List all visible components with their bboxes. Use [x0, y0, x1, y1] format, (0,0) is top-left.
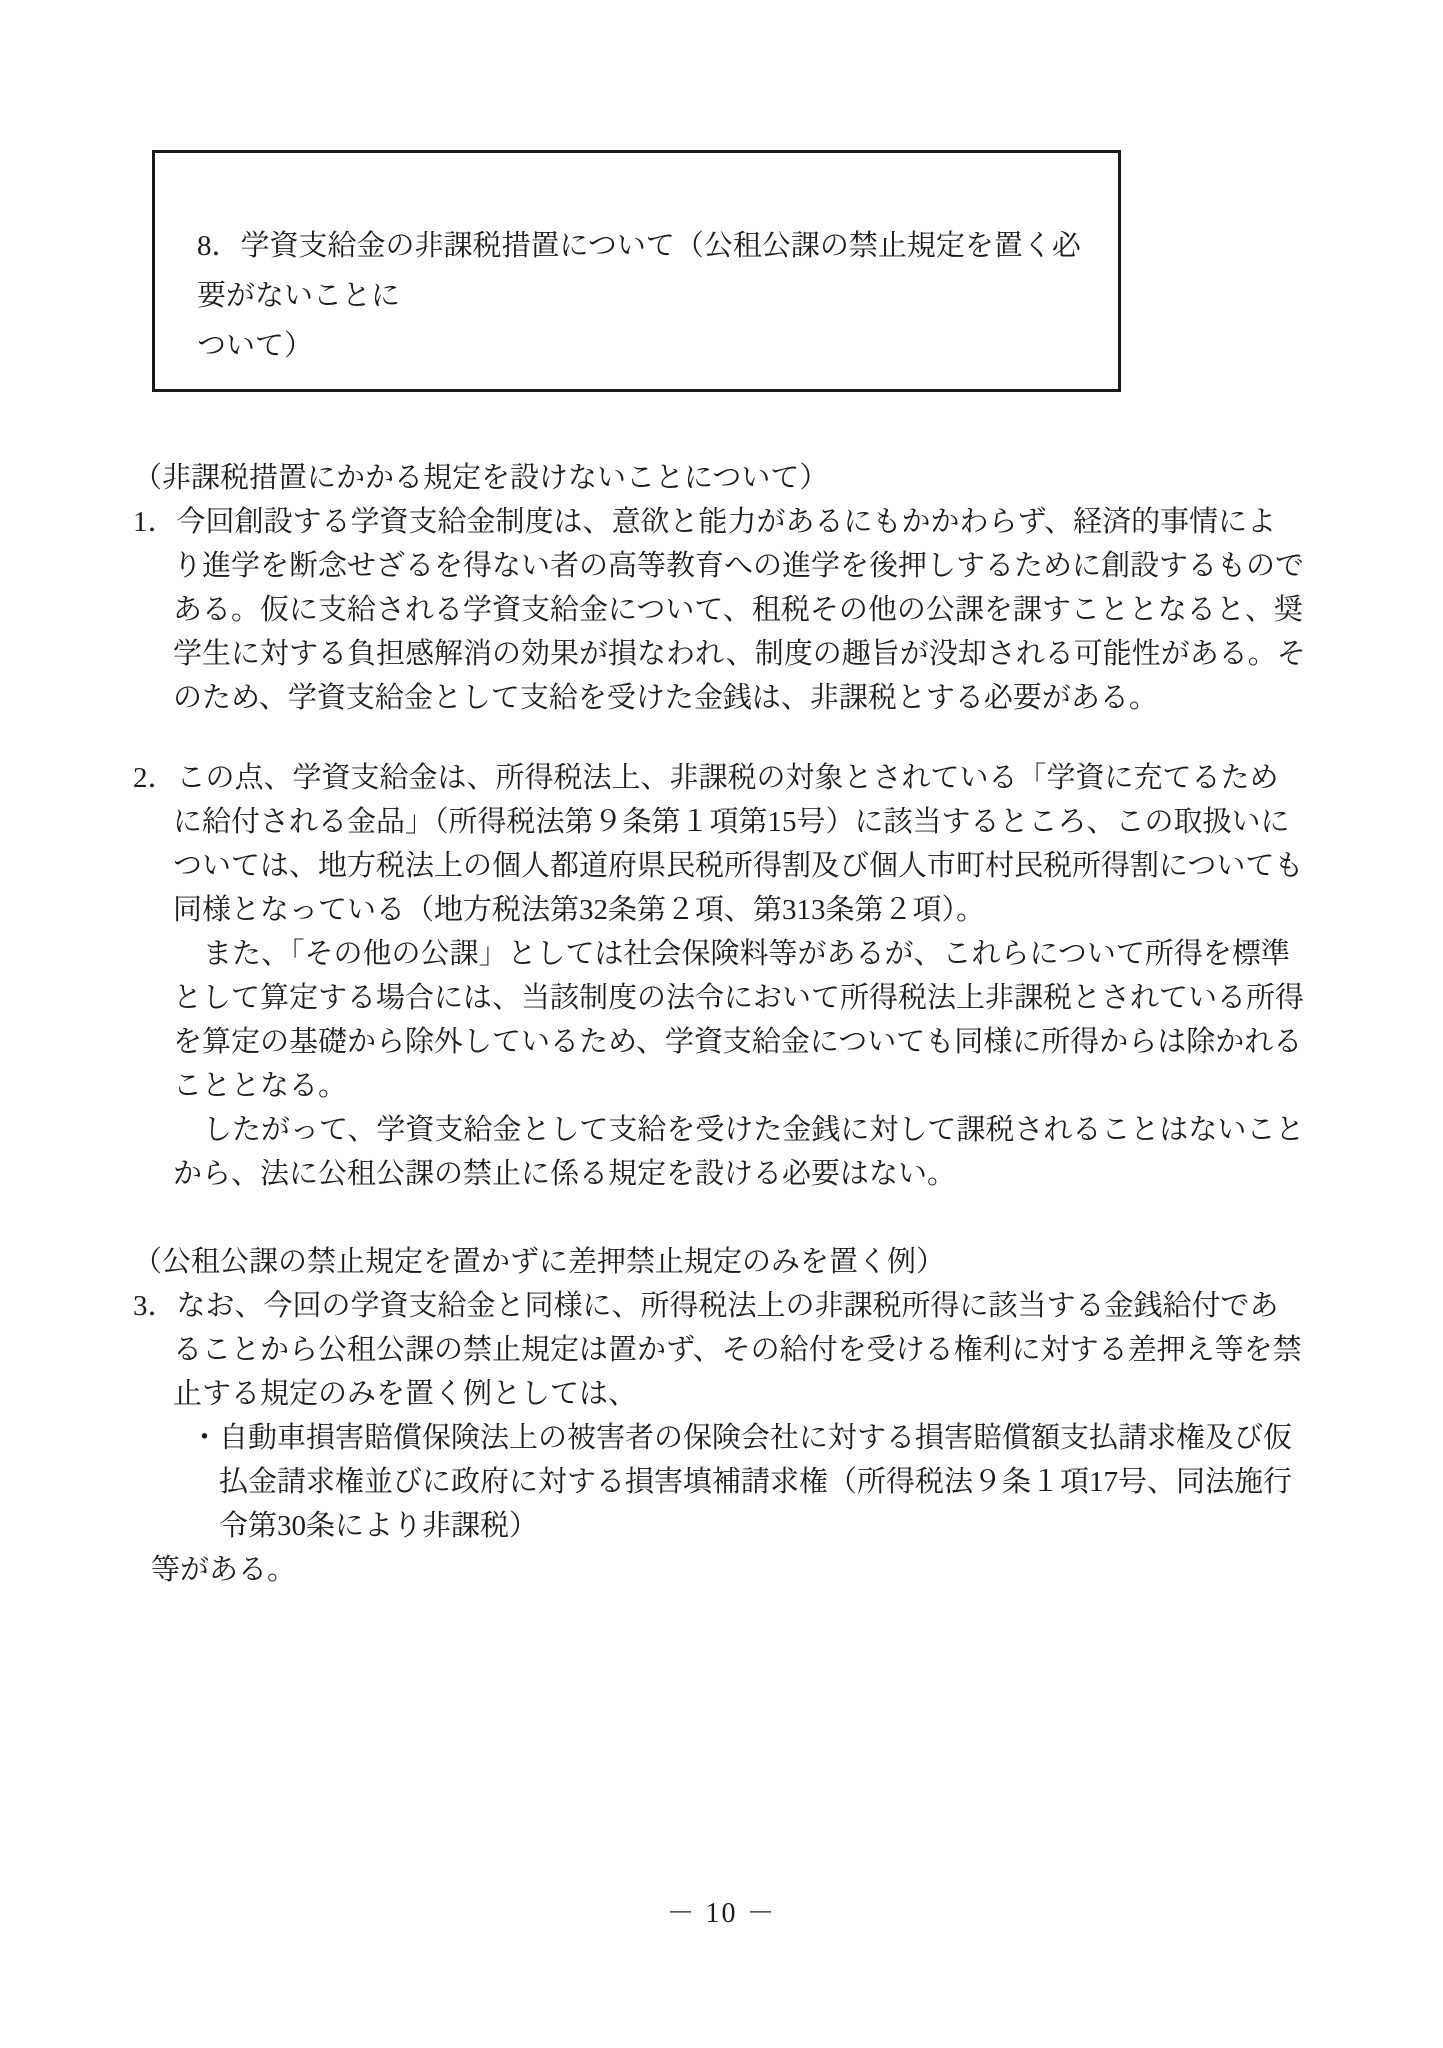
paragraph-item-3: 3．なお、今回の学資支給金と同様に、所得税法上の非課税所得に該当する金銭給付であ ることから公租公課の禁止規定は置かず、その給付を受ける権利に対する差押え等を禁 止する規定のみを置く例としては、 — [133, 1290, 1302, 1410]
paragraph-item-2-note-1: また、「その他の公課」としては社会保険料等があるが、これらについて所得を標準 として算定する場合には、当該制度の法令において所得税法上非課税とされている所得 を算定の基礎から除外しているため、学資支給金についても同様に所得からは除かれる こととなる。 — [173, 938, 1305, 1102]
paragraph-item-2-note-2: したがって、学資支給金として支給を受けた金銭に対して課税されることはないこと から、法に公租公課の禁止に係る規定を設ける必要はない。 — [173, 1114, 1305, 1190]
section-title-box — [152, 150, 1121, 392]
bullet-example-item: ・自動車損害賠償保険法上の被害者の保険会社に対する損害賠償額支払請求権及び仮 払金請求権並びに政府に対する損害填補請求権（所得税法９条１項17号、同法施行 令第30条により非課税） — [190, 1422, 1293, 1542]
subsection-heading-nontax: （非課税措置にかかる規定を設けないことについて） — [133, 462, 829, 494]
page-footer — [0, 1892, 1443, 1936]
subsection-heading-seizure-examples: （公租公課の禁止規定を置かずに差押禁止規定のみを置く例） — [133, 1246, 946, 1278]
page-number: － 10 － — [666, 1898, 777, 1929]
paragraph-item-1: 1．今回創設する学資支給金制度は、意欲と能力があるにもかかわらず、経済的事情によ り進学を断念せざるを得ない者の高等教育への進学を後押しするために創設するもので ある。仮に支給される学資支給金について、租税その他の公課を課すこととなると、奨 学生に対する負担感解消の効果が損なわれ、制度の趣旨が没却される可能性がある。そ のため、学資支給金として支給を受けた金銭は、非課税とする必要がある。 — [133, 506, 1306, 714]
paragraph-closing: 等がある。 — [151, 1554, 297, 1586]
document-body — [133, 150, 1338, 1592]
section-title: 8．学資支給金の非課税措置について（公租公課の禁止規定を置く必要がないことに ついて） — [197, 230, 1081, 362]
paragraph-item-2: 2．この点、学資支給金は、所得税法上、非課税の対象とされている「学資に充てるため に給付される金品」（所得税法第９条第１項第15号）に該当するところ、この取扱いに ついては、地方税法上の個人都道府県民税所得割及び個人市町村民税所得割についても 同様となっている（地方税法第32条第２項、第313条第２項）。 — [133, 762, 1304, 926]
